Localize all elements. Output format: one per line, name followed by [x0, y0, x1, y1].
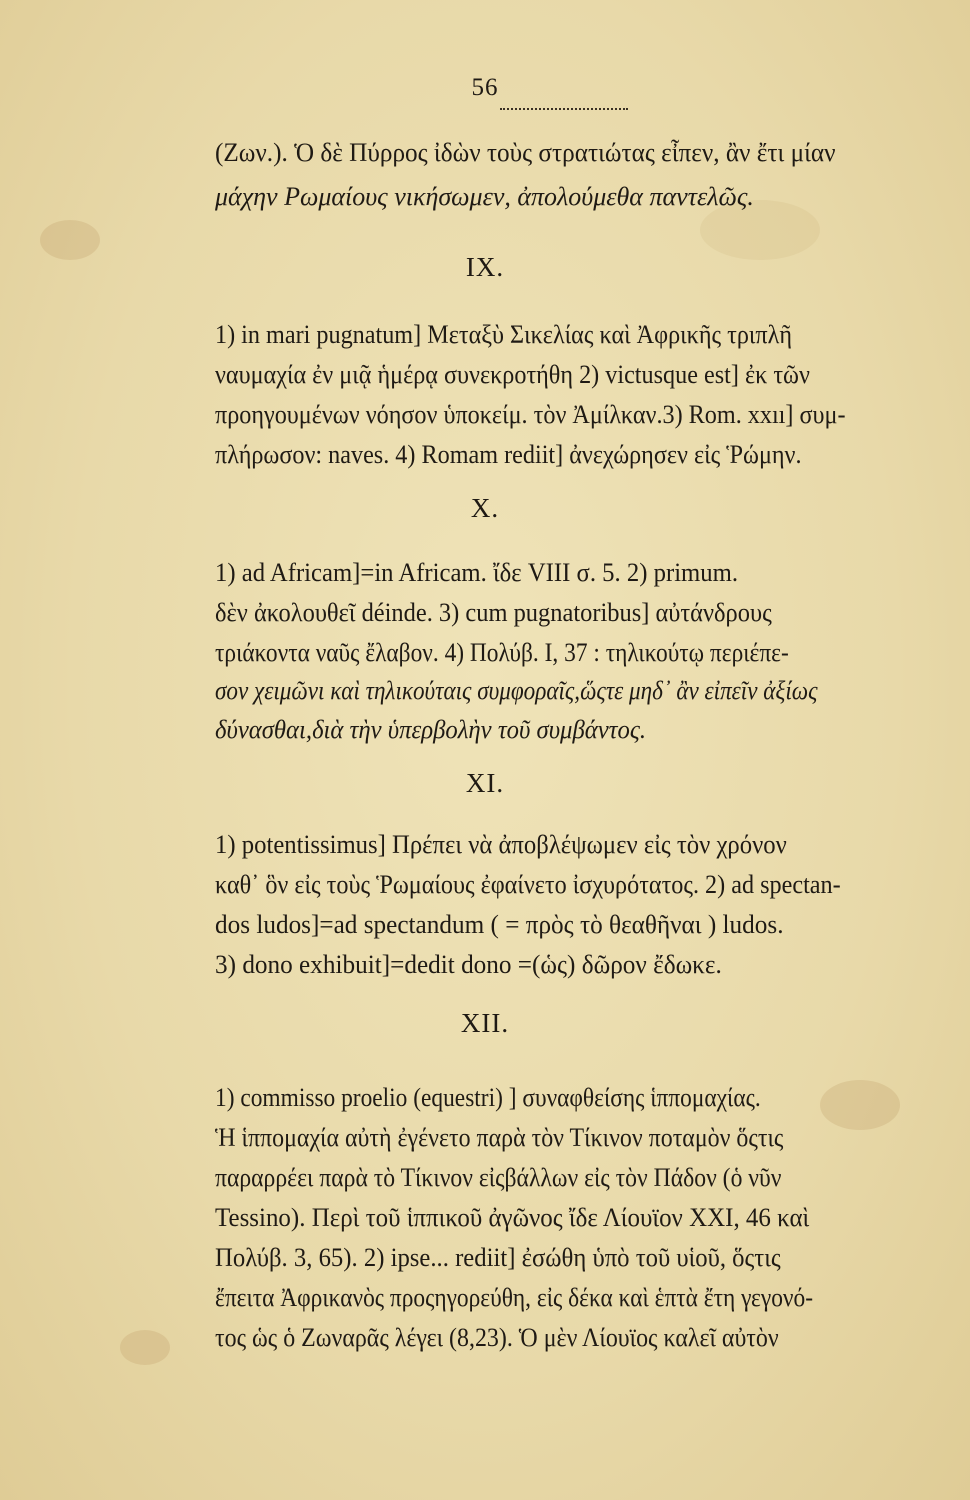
- text-line: ἔπειτα Ἀφρικανὸς προςηγορεύθη, εἰς δέκα καὶ ἑπτὰ ἔτη γεγονό-: [215, 1283, 813, 1312]
- text-line: dos ludos]=ad spectandum ( = πρὸς τὸ θεαθῆναι ) ludos.: [215, 910, 784, 939]
- section-heading-xi: XI.: [465, 768, 505, 798]
- text-line: προηγουμένων νόησον ὑποκείμ. τὸν Ἀμίλκαν.3) Rom. xxıı] συμ-: [215, 400, 846, 429]
- text-line: παραρρέει παρὰ τὸ Τίκινον εἰςβάλλων εἰς τὸν Πάδον (ὁ νῦν: [215, 1163, 782, 1192]
- text-line: πλήρωσον: naves. 4) Romam rediit] ἀνεχώρησεν εἰς Ῥώμην.: [215, 440, 802, 469]
- text-line: 1) potentissimus] Πρέπει νὰ ἀποβλέψωμεν εἰς τὸν χρόνον: [215, 830, 787, 859]
- text-line: μάχην Ρωμαίους νικήσωμεν, ἀπολούμεθα παντελῶς.: [215, 182, 754, 211]
- text-line: 1) in mari pugnatum] Μεταξὺ Σικελίας καὶ Ἀφρικῆς τριπλῆ: [215, 320, 792, 349]
- text-line: τριάκοντα ναῦς ἔλαβον. 4) Πολύβ. I, 37 : τηλικούτῳ περιέπε-: [215, 638, 789, 667]
- text-line: δύνασθαι,διὰ τὴν ὑπερβολὴν τοῦ συμβάντος.: [215, 715, 647, 744]
- text-line: τος ὡς ὁ Ζωναρᾶς λέγει (8,23). Ὁ μὲν Λίουϊος καλεῖ αὐτὸν: [215, 1323, 779, 1352]
- paper-stain: [820, 1080, 900, 1130]
- text-line: σον χειμῶνι καὶ τηλικούταις συμφοραῖς,ὥςτε μηδ᾽ ἂν εἰπεῖν ἀξίως: [215, 676, 818, 705]
- text-line: 3) dono exhibuit]=dedit dono =(ὡς) δῶρον ἔδωκε.: [215, 950, 722, 979]
- text-line: ναυμαχία ἐν μιᾷ ἡμέρᾳ συνεκροτήθη 2) victusque est] ἐκ τῶν: [215, 360, 810, 389]
- text-line: Tessino). Περὶ τοῦ ἱππικοῦ ἀγῶνος ἴδε Λίουϊον XXI, 46 καὶ: [215, 1203, 810, 1232]
- section-heading-xii: XII.: [460, 1008, 510, 1038]
- page-number-rule: [500, 108, 628, 110]
- text-line: 1) commisso proelio (equestri) ] συναφθείσης ἱππομαχίας.: [215, 1083, 761, 1112]
- text-line: 1) ad Africam]=in Africam. ἴδε VIII σ. 5. 2) primum.: [215, 558, 739, 587]
- text-line: Ἡ ἱππομαχία αὐτὴ ἐγένετο παρὰ τὸν Τίκινον ποταμὸν ὅςτις: [215, 1123, 784, 1152]
- text-line: (Ζων.). Ὁ δὲ Πύρρος ἰδὼν τοὺς στρατιώτας εἶπεν, ἂν ἔτι μίαν: [215, 138, 836, 167]
- paper-stain: [120, 1330, 170, 1365]
- text-line: καθ᾽ ὃν εἰς τοὺς Ῥωμαίους ἐφαίνετο ἰσχυρότατος. 2) ad spectan-: [215, 870, 841, 899]
- text-line: Πολύβ. 3, 65). 2) ipse... rediit] ἐσώθη ὑπὸ τοῦ υἱοῦ, ὅςτις: [215, 1243, 781, 1272]
- page-number: 56: [471, 74, 499, 101]
- section-heading-x: X.: [470, 493, 500, 523]
- section-heading-ix: IX.: [465, 252, 505, 282]
- text-line: δὲν ἀκολουθεῖ déinde. 3) cum pugnatoribus] αὐτάνδρους: [215, 598, 772, 627]
